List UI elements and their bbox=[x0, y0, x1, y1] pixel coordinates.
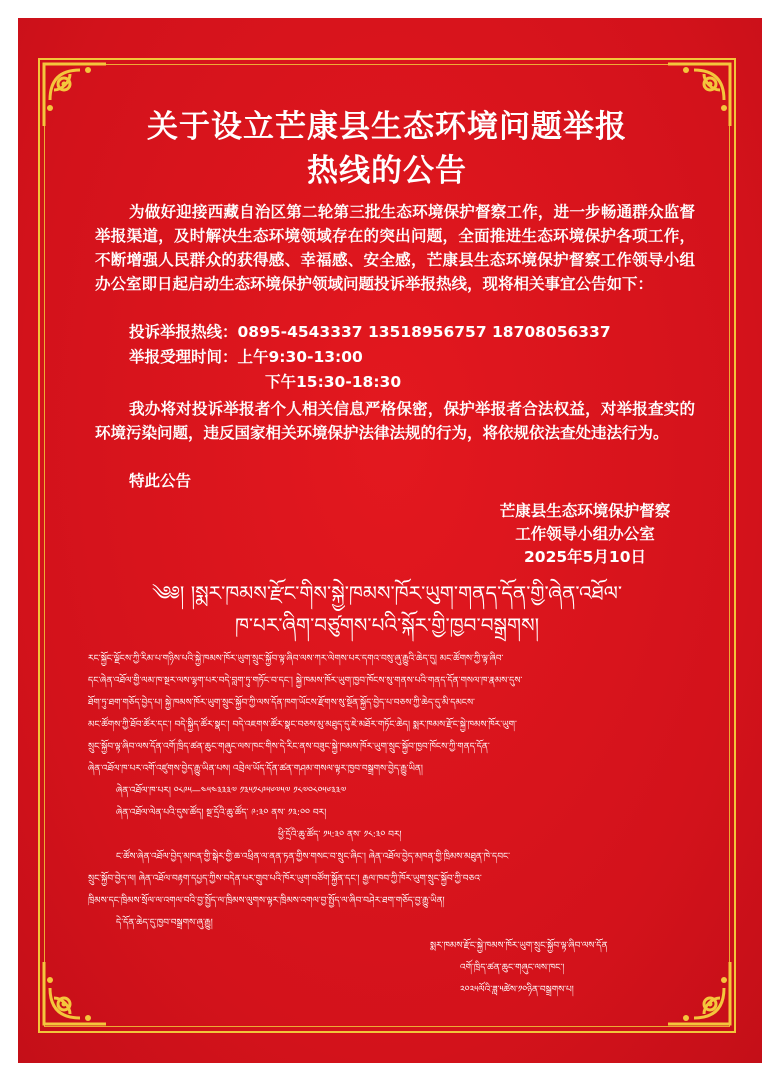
tibetan-body-line: དང་ཞེན་འཐོལ་གྱི་ལམ་ཁ་སྔར་ལས་ལྷག་པར་བདེ་བླག་ཏུ་གཏོང་བ་དང་། སྐྱེ་ཁམས་ཁོར་ཡུག་ཁྱབ་ཁོངས་སུ་གནས་པའི་གནད་དོན་གསལ་ཁ་རྣམས་དུས་ bbox=[88, 676, 523, 686]
tibetan-title-line1: ༄༅། །སྨར་ཁམས་རྫོང་གིས་སྐྱེ་ཁམས་ཁོར་ཡུག་གནད་དོན་གྱི་ཞེན་འཐོལ་ bbox=[151, 581, 623, 605]
page-title-line2: 热线的公告 bbox=[307, 153, 467, 189]
closing-phrase: 特此公告 bbox=[129, 472, 192, 490]
page-title-line1: 关于设立芒康县生态环境问题举报 bbox=[147, 109, 627, 145]
tibetan-body-line: སྲུང་སྐྱོབ་ལྟ་ཞིབ་ལས་དོན་འགོ་ཁྲིད་ཚན་ཆུང་གཞུང་ལས་ཁང་གིས་དེ་རིང་ནས་བཟུང་སྐྱེ་ཁམས་ཁོར་ཡུག་སྲུང་སྐྱོབ་ཁྱབ་ཁོངས་ཀྱི་གནད་དོན་ bbox=[88, 742, 490, 752]
privacy-paragraph: 我办将对投诉举报者个人相关信息严格保密，保护举报者合法权益，对举报查实的环境污染问题，违反国家相关环境保护法律法规的行为，将依规依法查处违法行为。 bbox=[95, 400, 695, 442]
hours-morning: 举报受理时间：上午9:30-13:00 bbox=[129, 348, 363, 366]
tibetan-body-line: རང་སྐྱོང་ལྗོངས་ཀྱི་རིམ་པ་གཉིས་པའི་སྐྱེ་ཁམས་ཁོར་ཡུག་སྲུང་སྐྱོབ་ལྟ་ཞིབ་ལས་ཀར་ལེགས་པར་དགའ་བསུ་ཞུ་རྒྱུའི་ཆེད་དུ། མང་ཚོགས་ཀྱི་ལྟ་ཞིབ་ bbox=[88, 654, 504, 664]
tibetan-body-line: མང་ཚོགས་ཀྱི་ཐོབ་ཚོར་དང་། བདེ་སྐྱིད་ཚོར་སྣང་། བདེ་འཇགས་ཚོར་སྣང་བཅས་མུ་མཐུད་དུ་ཇེ་མཐོར་གཏོང་ཆེད། སྨར་ཁམས་རྫོང་སྐྱེ་ཁམས་ཁོར་ཡུག་ bbox=[88, 720, 517, 730]
tibetan-issuer-line1: སྨར་ཁམས་རྫོང་སྐྱེ་ཁམས་ཁོར་ཡུག་སྲུང་སྐྱོབ་ལྟ་ཞིབ་ལས་དོན bbox=[430, 941, 608, 951]
tibetan-body-line: ཁྲིམས་དང་ཁྲིམས་སྲོལ་ལ་འགལ་བའི་བྱ་སྤྱོད་ལ་ཁྲིམས་ལུགས་ལྟར་ཁྲིམས་འགལ་བྱ་སྤྱོད་ལ་ཞིབ་བཤེར་ཐག་གཅོད་བྱ་རྒྱུ་ཡིན། bbox=[88, 896, 445, 906]
tibetan-title-line2: ཁ་པར་ཞིག་བཙུགས་པའི་སྐོར་གྱི་ཁྱབ་བསྒྲགས། bbox=[234, 613, 540, 637]
issue-date: 2025年5月10日 bbox=[524, 548, 646, 566]
tibetan-body-line: ཐོག་ཏུ་ཐག་གཅོད་བྱེད་པ། སྐྱེ་ཁམས་ཁོར་ཡུག་སྲུང་སྐྱོབ་ཀྱི་ལས་དོན་ཁག་ཡོངས་རྫོགས་སུ་སྔོན་སྐྱོད་བྱེད་པ་བཅས་ཀྱི་ཆེད་དུ་མི་དམངས་ bbox=[88, 698, 475, 708]
tibetan-body-line: ཞེན་འཐོལ་ཁ་པར་འགོ་འཛུགས་བྱེད་རྒྱུ་ཡིན་པས། འབྲེལ་ཡོད་དོན་ཚན་གཤམ་གསལ་ལྟར་ཁྱབ་བསྒྲགས་བྱེད་རྒྱུ་ཡིན། bbox=[88, 764, 423, 774]
corner-ornament-icon bbox=[40, 958, 110, 1028]
issuer-name-line2: 工作领导小组办公室 bbox=[515, 525, 655, 543]
tibetan-hours-line: ཞེན་འཐོལ་ལེན་པའི་དུས་ཚོད། སྔ་དྲོའི་ཆུ་ཚོད་ ༩:༣༠ ནས་ ༡༣:༠༠ བར། bbox=[116, 808, 327, 818]
hours-afternoon: 下午15:30-18:30 bbox=[265, 373, 402, 391]
tibetan-hours-line: ཕྱི་དྲོའི་ཆུ་ཚོད་ ༡༥:༣༠ ནས་ ༡༨:༣༠ བར། bbox=[278, 830, 402, 840]
tibetan-body bbox=[88, 648, 698, 934]
tibetan-body-line: སྲུང་སྐྱོབ་བྱེད་ལ། ཞེན་འཐོལ་བརྟག་དཔྱད་ཀྱིས་བདེན་པར་གྲུབ་པའི་ཁོར་ཡུག་བཙོག་སྐྱོན་དང་། རྒྱལ་ཁབ་ཀྱི་ཁོར་ཡུག་སྲུང་སྐྱོབ་ཀྱི་བཅའ་ bbox=[88, 874, 482, 884]
intro-paragraph: 为做好迎接西藏自治区第二轮第三批生态环境保护督察工作，进一步畅通群众监督举报渠道，及时解决生态环境领域存在的突出问题，全面推进生态环境保护各项工作，不断增强人民群众的获得感、幸福感、安全感，芒康县生态环境保护督察工作领导小组办公室即日起启动生态环境保护领域问题投诉举报热线，现将相关事宜公告如下： bbox=[95, 203, 695, 293]
tibetan-issue-date: ༢༠༢༥ལོའི་ཟླ་༥ཚེས་༡༠ཉིན་བསྒྲགས་པ། bbox=[460, 985, 574, 995]
tibetan-issuer-line2: འགོ་ཁྲིད་ཚན་ཆུང་གཞུང་ལས་ཁང་། bbox=[460, 963, 565, 973]
tibetan-closing-line: དེ་དོན་ཆེད་དུ་ཁྱབ་བསྒྲགས་ཞུ་རྒྱུ། bbox=[116, 918, 213, 928]
hotline-numbers: 投诉举报热线：0895-4543337 13518956757 18708056337 bbox=[129, 323, 611, 341]
tibetan-body-line: ང་ཚོས་ཞེན་འཐོལ་བྱེད་མཁན་གྱི་སྒེར་གྱི་ཆ་འཕྲིན་ལ་ནན་ཏན་གྱིས་གསང་བ་སྲུང་ཞིང་། ཞེན་འཐོལ་བྱེད་མཁན་གྱི་ཁྲིམས་མཐུན་ཁེ་དབང་ bbox=[116, 852, 511, 862]
tibetan-signature bbox=[430, 935, 720, 1001]
tibetan-hotline-line: ཞེན་འཐོལ་ཁ་པར། ༠༨༩༥—༤༥༤༣༣༣༧ ༡༣༥༡༨༩༥༦༧༥༧ ༡༨༧༠༨༠༥༦༣༣༧ bbox=[116, 786, 347, 796]
issuer-name-line1: 芒康县生态环境保护督察 bbox=[499, 502, 671, 520]
